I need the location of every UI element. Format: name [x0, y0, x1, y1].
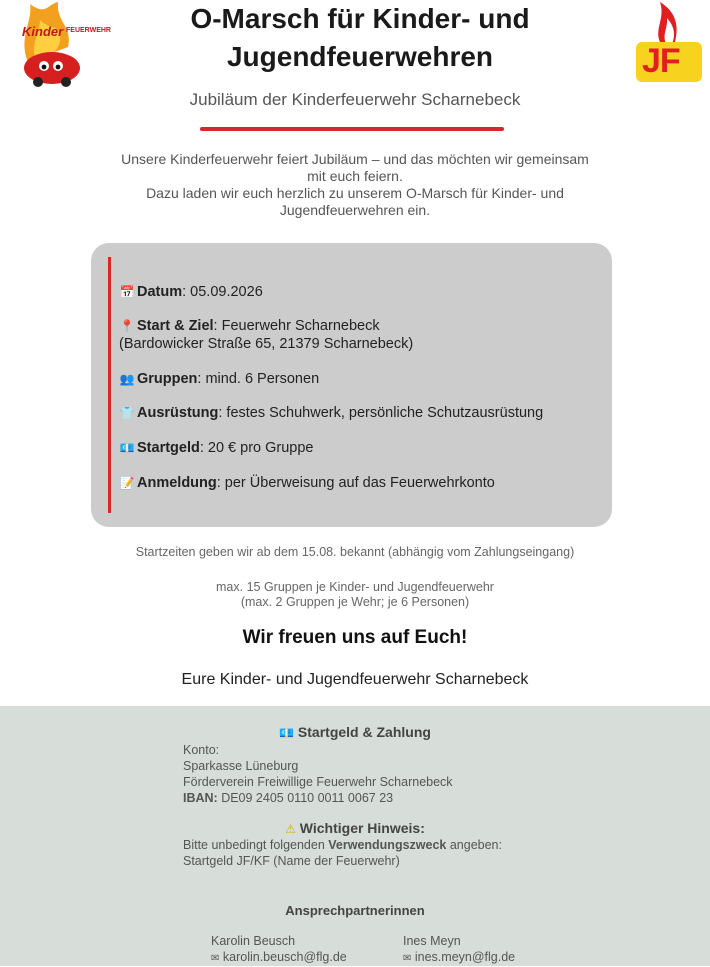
page-subtitle: Jubiläum der Kinderfeuerwehr Scharnebeck: [189, 90, 521, 109]
payment-title: Startgeld & Zahlung: [297, 724, 431, 740]
startzeiten-note: Startzeiten geben wir ab dem 15.08. bekannt (abhängig vom Zahlungseingang): [135, 545, 575, 559]
bank-details: [183, 742, 453, 806]
logo-text-feuerwehr: FEUERWEHR: [66, 27, 111, 34]
shirt-icon: 👕: [119, 406, 135, 420]
pin-icon: 📍: [119, 319, 135, 333]
detail-start-label: Start & Ziel: [137, 318, 214, 334]
hint-heading: [0, 820, 710, 836]
detail-anmeldung-value: : per Überweisung auf das Feuerwehrkonto: [216, 475, 495, 491]
detail-ausruestung-value: : festes Schuhwerk, persönliche Schutzausrüstung: [218, 405, 544, 421]
hint-text: [183, 837, 502, 869]
closing-headline: Wir freuen uns auf Euch!: [242, 627, 468, 648]
logo-text-kinder: Kinder: [22, 24, 64, 39]
intro-line-2: mit euch feiern.: [307, 168, 403, 184]
contact-2: [403, 933, 515, 967]
max-groups-line-2: (max. 2 Gruppen je Wehr; je 6 Personen): [240, 595, 470, 609]
iban-value: DE09 2405 0110 0011 0067 23: [217, 791, 394, 805]
hint-line-2: Startgeld JF/KF (Name der Feuerwehr): [183, 854, 400, 868]
bank-name: Sparkasse Lüneburg: [183, 759, 299, 773]
fire-truck-mascot-icon: [18, 2, 108, 88]
detail-startgeld-value: : 20 € pro Gruppe: [199, 440, 314, 456]
page-title: [110, 0, 610, 76]
intro-line-4: Jugendfeuerwehren ein.: [279, 202, 431, 218]
details-card: [91, 243, 612, 527]
hint-text-c: angeben:: [446, 838, 502, 852]
title-line-1: O-Marsch für Kinder- und: [190, 3, 530, 34]
contact-2-name: Ines Meyn: [403, 934, 461, 948]
contact-1: [211, 933, 347, 967]
detail-anmeldung-label: Anmeldung: [137, 475, 217, 491]
max-groups-line-1: max. 15 Gruppen je Kinder- und Jugendfeuerwehr: [216, 580, 494, 594]
memo-icon: 📝: [119, 476, 135, 490]
hint-text-a: Bitte unbedingt folgenden: [183, 838, 329, 852]
iban-line: [183, 790, 453, 806]
detail-datum: [119, 283, 599, 301]
hint-title: Wichtiger Hinweis:: [299, 820, 425, 836]
intro-line-3: Dazu laden wir euch herzlich zu unserem O-Marsch für Kinder- und: [146, 185, 564, 201]
detail-datum-value: : 05.09.2026: [182, 284, 263, 300]
warning-icon: ⚠: [285, 822, 296, 836]
signature-line: Eure Kinder- und Jugendfeuerwehr Scharnebeck: [181, 671, 529, 688]
hint-text-b: Verwendungszweck: [328, 838, 447, 852]
contact-2-email-row: [403, 949, 515, 967]
calendar-icon: 📅: [119, 285, 135, 299]
intro-line-1: Unsere Kinderfeuerwehr feiert Jubiläum – und das möchten wir gemeinsam: [121, 151, 589, 167]
detail-ausruestung-label: Ausrüstung: [137, 405, 219, 421]
card-accent-bar: [108, 257, 111, 513]
contact-1-email[interactable]: karolin.beusch@flg.de: [222, 950, 347, 964]
account-holder: Förderverein Freiwillige Feuerwehr Scharnebeck: [183, 775, 453, 789]
money-icon: 💶: [119, 441, 135, 455]
iban-label: IBAN:: [183, 791, 218, 805]
contact-1-email-row: [211, 949, 347, 967]
detail-anmeldung: [119, 474, 599, 492]
contacts-heading: Ansprechpartnerinnen: [285, 903, 425, 918]
kinderfeuerwehr-logo: [18, 2, 111, 88]
money-icon: 💶: [279, 726, 295, 740]
detail-start-value: : Feuerwehr Scharnebeck: [213, 318, 380, 334]
contact-2-email[interactable]: ines.meyn@flg.de: [414, 950, 516, 964]
max-groups-note: [60, 580, 650, 610]
detail-startgeld: [119, 439, 599, 457]
detail-datum-label: Datum: [137, 284, 183, 300]
hint-line-1: [183, 837, 502, 853]
intro-text: [70, 151, 640, 219]
detail-gruppen: [119, 370, 599, 388]
detail-start: [119, 317, 599, 353]
detail-gruppen-value: : mind. 6 Personen: [197, 371, 320, 387]
detail-startgeld-label: Startgeld: [137, 440, 200, 456]
detail-start-address: (Bardowicker Straße 65, 21379 Scharnebeck): [119, 336, 414, 352]
envelope-icon: ✉: [211, 953, 220, 964]
envelope-icon: ✉: [403, 953, 412, 964]
detail-gruppen-label: Gruppen: [137, 371, 198, 387]
payment-heading: [0, 724, 710, 740]
red-divider: [200, 127, 504, 131]
detail-ausruestung: [119, 404, 599, 422]
footer-section: [0, 706, 710, 966]
people-icon: 👥: [119, 372, 135, 386]
jugendfeuerwehr-logo: [636, 0, 702, 84]
konto-label: Konto:: [183, 743, 220, 757]
title-line-2: Jugendfeuerwehren: [226, 41, 494, 72]
jf-logo-text: JF: [642, 42, 680, 80]
contact-1-name: Karolin Beusch: [211, 934, 296, 948]
